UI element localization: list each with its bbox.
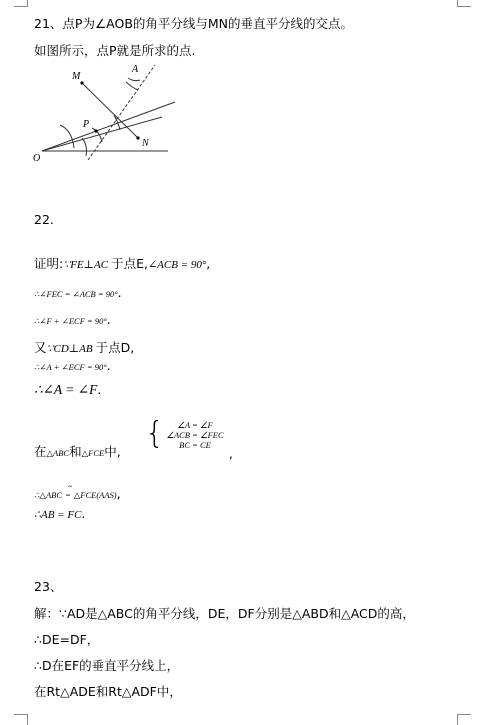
q21-answer: 如图所示，点P就是所求的点. <box>34 43 196 58</box>
q23-line-3: ∴D在EF的垂直平分线上， <box>34 658 180 673</box>
q22-l9-end: . <box>81 506 86 521</box>
q22-l8-math-b: △FCE(AAS) <box>73 490 117 500</box>
point-n <box>136 136 139 139</box>
q22-line-7 <box>34 441 121 460</box>
left-brace: { <box>145 416 165 451</box>
q22-l3-end: . <box>106 312 111 327</box>
label-n: N <box>142 138 149 149</box>
congruent-sign <box>65 482 73 500</box>
q22-l7-pre: 在 <box>34 444 47 459</box>
q22-l1-pre: 证明: <box>34 256 64 271</box>
q23-number: 23、 <box>34 579 63 594</box>
q22-l9-math: ∴AB = FC <box>34 509 82 521</box>
label-m: M <box>72 71 81 82</box>
segment-mn <box>82 83 138 138</box>
system-line-1: ∠A = ∠F <box>177 420 213 430</box>
crop-mark-top-left <box>14 0 28 7</box>
system-comma: , <box>229 447 233 461</box>
q22-l7-math1: △ABC <box>46 448 70 458</box>
q22-l7-mid: 中, <box>104 444 121 459</box>
q22-l4-end: 于点D, <box>95 340 135 355</box>
q22-l7-and: 和 <box>69 444 82 459</box>
q22-line-6 <box>34 379 101 398</box>
q22-line-9 <box>34 503 85 522</box>
system-line-2: ∠ACB = ∠FEC <box>166 430 224 440</box>
system-lines <box>155 420 235 450</box>
point-p <box>94 129 97 132</box>
q23-line-4: 在Rt△ADE和Rt△ADF中， <box>34 684 182 699</box>
q22-line-5 <box>34 355 111 374</box>
arc-top <box>126 82 138 90</box>
crop-mark-top-right <box>457 0 471 7</box>
congruent-tilde: ~ <box>68 482 73 491</box>
q22-l3-math: ∴∠F + ∠ECF = 90° <box>34 316 107 326</box>
q22-l2-math: ∴∠FEC = ∠ACB = 90° <box>34 289 118 299</box>
arc-o <box>60 125 74 148</box>
system-line-3: BC = CE <box>179 440 211 450</box>
q22-l1-math2: ∠ACB = 90° <box>147 259 207 271</box>
q22-line-3 <box>34 309 111 328</box>
arc-top-2 <box>128 78 140 81</box>
q22-l8-end: , <box>116 486 121 501</box>
crop-mark-bottom-left <box>14 714 28 725</box>
q22-l4-pre: 又 <box>34 340 47 355</box>
label-a: A <box>132 64 139 75</box>
q22-line-2 <box>34 282 122 301</box>
q23-line-1: 解：∵AD是△ABC的角平分线，DE，DF分别是△ABD和△ACD的高， <box>34 606 415 621</box>
q22-l5-math: ∴∠A + ∠ECF = 90° <box>34 362 107 372</box>
q22-line-4 <box>34 337 134 356</box>
crop-mark-bottom-right <box>457 714 471 725</box>
point-m <box>80 81 83 84</box>
q22-line-8 <box>34 483 121 502</box>
label-o: O <box>33 153 41 164</box>
q22-l8-math-a: ∴△ABC <box>34 490 62 500</box>
q22-l2-end: . <box>117 285 122 300</box>
q22-l1-end: , <box>206 256 211 271</box>
q21-statement: 21、点P为∠AOB的角平分线与MN的垂直平分线的交点。 <box>34 16 354 31</box>
q22-l6-end: . <box>97 382 102 397</box>
arc-o2 <box>82 138 87 156</box>
q22-number: 22. <box>34 212 54 227</box>
q22-l6-math: ∴∠A = ∠F <box>34 382 98 397</box>
q22-l1-math1: ∵FE⊥AC <box>63 259 109 271</box>
congruent-equals: = <box>65 490 71 500</box>
q22-l5-end: . <box>106 358 111 373</box>
q22-l7-math2: △FCE <box>81 448 105 458</box>
q22-l4-math: ∵CD⊥AB <box>46 343 93 355</box>
q22-l1-mid: 于点E, <box>111 256 148 271</box>
label-p: P <box>83 119 90 130</box>
q23-line-2: ∴DE=DF， <box>34 632 100 647</box>
angle-bisector-figure <box>30 60 185 170</box>
q22-line-1 <box>34 253 210 272</box>
